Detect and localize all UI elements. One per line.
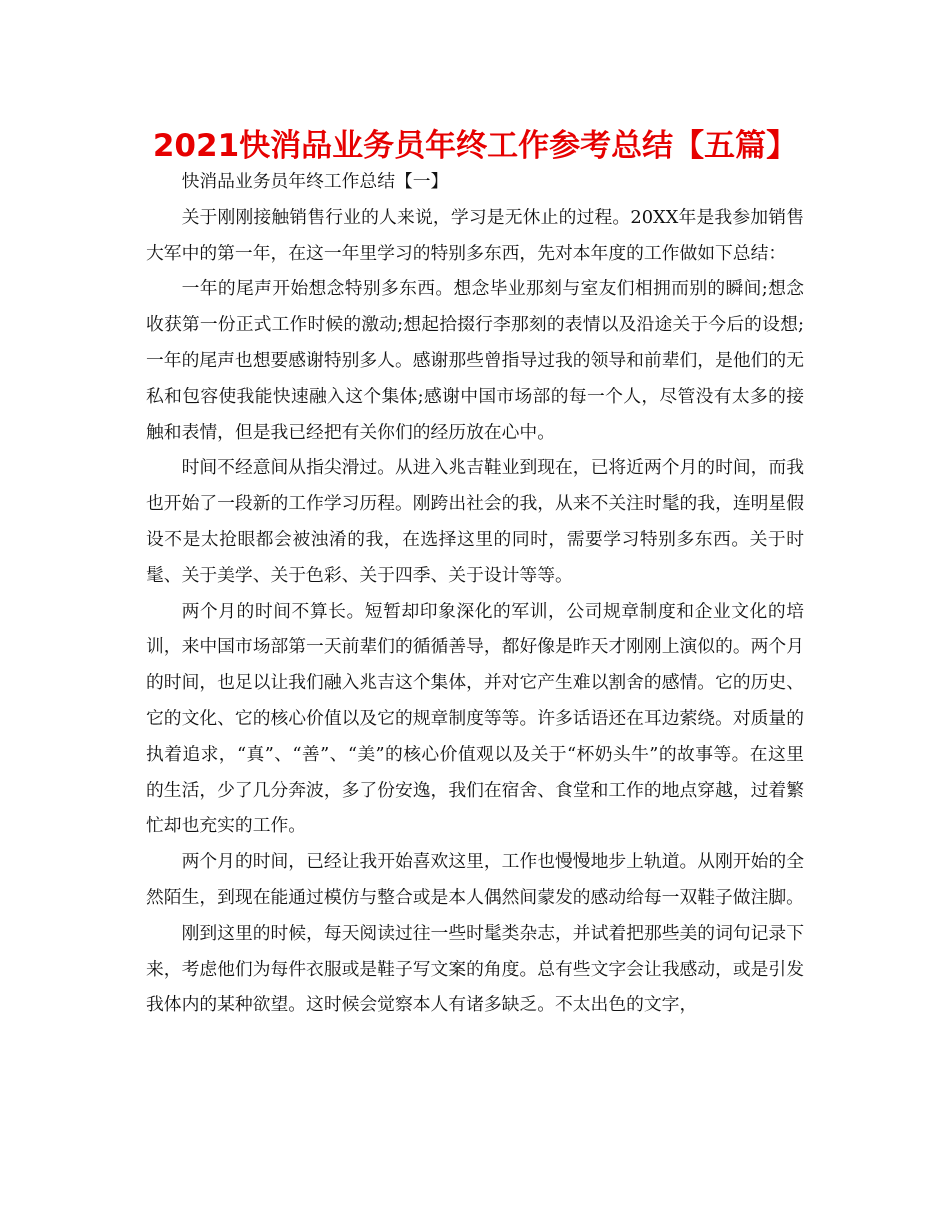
paragraph: 两个月的时间不算长。短暂却印象深化的军训，公司规章制度和企业文化的培训，来中国市场部第一天前辈们的循循善导，都好像是昨天才刚刚上演似的。两个月的时间，也足以让我们融入兆吉这个集体，并对它产生难以割舍的感情。它的历史、它的文化、它的核心价值以及它的规章制度等等。许多话语还在耳边萦绕。对质量的执着追求，“真”、“善”、“美”的核心价值观以及关于“杯奶头牛”的故事等。在这里的生活，少了几分奔波，多了份安逸，我们在宿舍、食堂和工作的地点穿越，过着繁忙却也充实的工作。	[146, 600, 804, 837]
paragraph: 时间不经意间从指尖滑过。从进入兆吉鞋业到现在，已将近两个月的时间，而我也开始了一段新的工作学习历程。刚跨出社会的我，从来不关注时髦的我，连明星假设不是太抢眼都会被浊淆的我，在选择这里的同时，需要学习特别多东西。关于时髦、关于美学、关于色彩、关于四季、关于设计等等。	[146, 457, 804, 586]
paragraph: 刚到这里的时候，每天阅读过往一些时髦类杂志，并试着把那些美的词句记录下来，考虑他们为每件衣服或是鞋子写文案的角度。总有些文字会让我感动，或是引发我体内的某种欲望。这时候会觉察本人有诸多缺乏。不太出色的文字，	[146, 922, 804, 1016]
paragraph: 两个月的时间，已经让我开始喜欢这里，工作也慢慢地步上轨道。从刚开始的全然陌生，到现在能通过模仿与整合或是本人偶然间蒙发的感动给每一双鞋子做注脚。	[146, 851, 804, 908]
section-heading: 快消品业务员年终工作总结【一】	[181, 171, 449, 192]
paragraph: 关于刚刚接触销售行业的人来说，学习是无休止的过程。20XX年是我参加销售大军中的第一年，在这一年里学习的特别多东西，先对本年度的工作做如下总结：	[146, 206, 804, 264]
paragraph: 一年的尾声开始想念特别多东西。想念毕业那刻与室友们相拥而别的瞬间;想念收获第一份正式工作时候的激动;想起拾掇行李那刻的表情以及沿途关于今后的设想;一年的尾声也想要感谢特别多人。感谢那些曾指导过我的领导和前辈们，是他们的无私和包容使我能快速融入这个集体;感谢中国市场部的每一个人，尽管没有太多的接触和表情，但是我已经把有关你们的经历放在心中。	[146, 278, 804, 443]
document-body	[146, 164, 804, 1023]
document-title: 2021快消品业务员年终工作参考总结【五篇】	[152, 128, 798, 164]
